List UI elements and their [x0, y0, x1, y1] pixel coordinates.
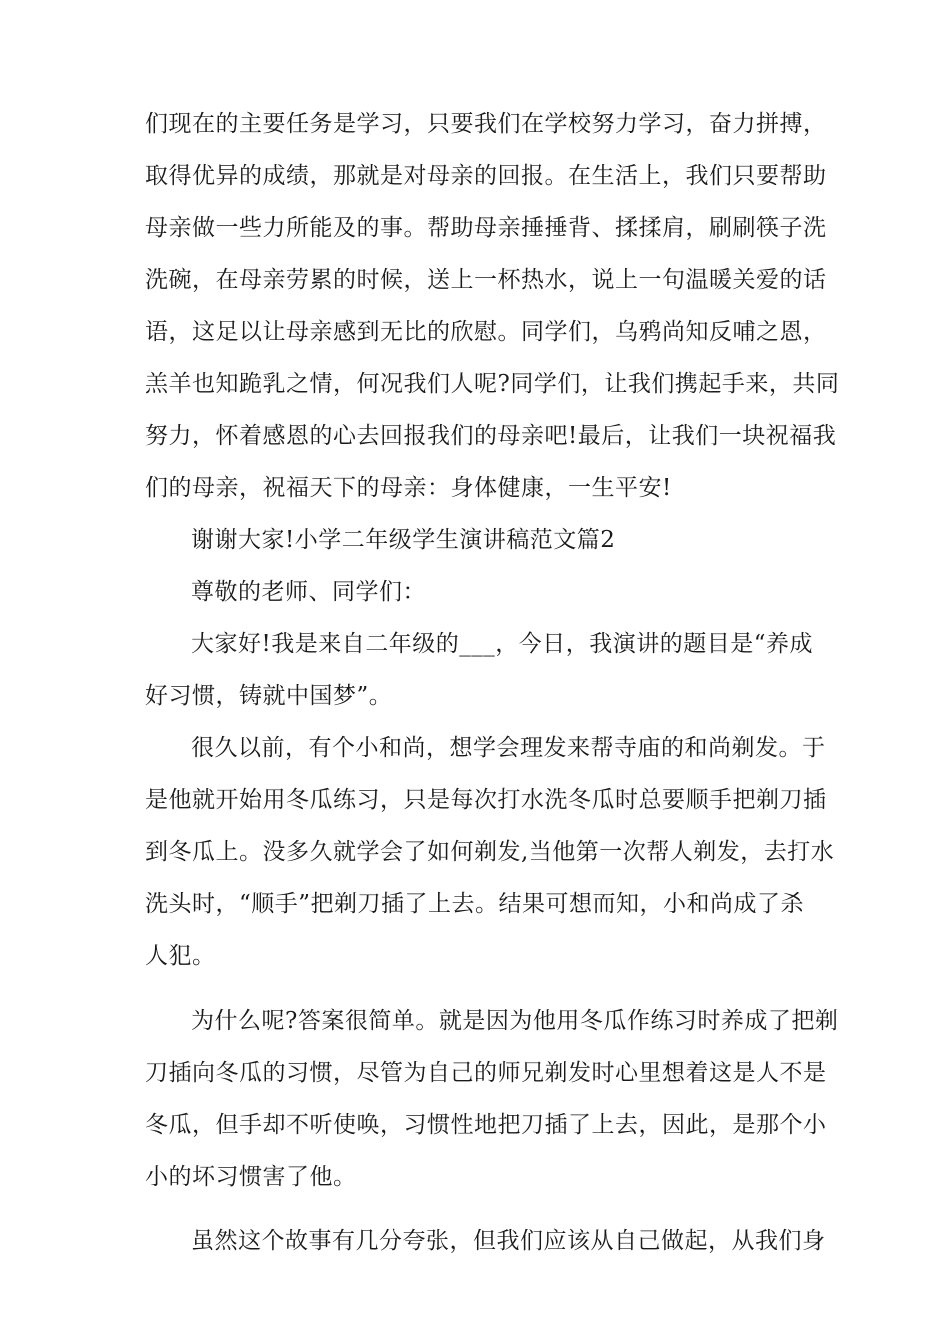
text-line: 努力，怀着感恩的心去回报我们的母亲吧!最后，让我们一块祝福我	[145, 423, 837, 449]
text-line: 大家好!我是来自二年级的___，今日，我演讲的题目是“养成	[191, 631, 814, 657]
text-line: 很久以前，有个小和尚，想学会理发来帮寺庙的和尚剃发。于	[191, 735, 826, 761]
text-line: 母亲做一些力所能及的事。帮助母亲捶捶背、揉揉肩，刷刷筷子洗	[145, 215, 827, 241]
text-line: 取得优异的成绩，那就是对母亲的回报。在生活上，我们只要帮助	[145, 163, 827, 189]
text-line: 语，这足以让母亲感到无比的欣慰。同学们，乌鸦尚知反哺之恩，	[145, 319, 827, 345]
text-line: 为什么呢?答案很简单。就是因为他用冬瓜作练习时养成了把剃	[191, 1008, 839, 1034]
text-line: 们现在的主要任务是学习，只要我们在学校努力学习，奋力拼搏，	[145, 111, 827, 137]
text-line: 洗头时，“顺手”把剃刀插了上去。结果可想而知，小和尚成了杀	[145, 891, 805, 917]
text-line: 们的母亲，祝福天下的母亲：身体健康，一生平安!	[145, 475, 672, 501]
text-line: 人犯。	[145, 943, 216, 969]
text-line: 刀插向冬瓜的习惯，尽管为自己的师兄剃发时心里想着这是人不是	[145, 1060, 827, 1086]
text-line: 尊敬的老师、同学们：	[191, 579, 426, 605]
text-line: 洗碗，在母亲劳累的时候，送上一杯热水，说上一句温暖关爱的话	[145, 267, 827, 293]
text-line: 羔羊也知跪乳之情，何况我们人呢?同学们，让我们携起手来，共同	[145, 371, 840, 397]
document-body	[145, 0, 840, 1344]
text-line: 冬瓜，但手却不听使唤，习惯性地把刀插了上去，因此，是那个小	[145, 1112, 827, 1138]
text-line: 到冬瓜上。没多久就学会了如何剃发,当他第一次帮人剃发，去打水	[145, 839, 835, 865]
text-line: 好习惯，铸就中国梦”。	[145, 683, 393, 709]
text-line: 是他就开始用冬瓜练习，只是每次打水洗冬瓜时总要顺手把剃刀插	[145, 787, 827, 813]
text-line: 虽然这个故事有几分夸张，但我们应该从自己做起，从我们身	[191, 1228, 826, 1254]
text-line: 小的坏习惯害了他。	[145, 1164, 357, 1190]
text-line: 谢谢大家!小学二年级学生演讲稿范文篇2	[191, 527, 616, 553]
